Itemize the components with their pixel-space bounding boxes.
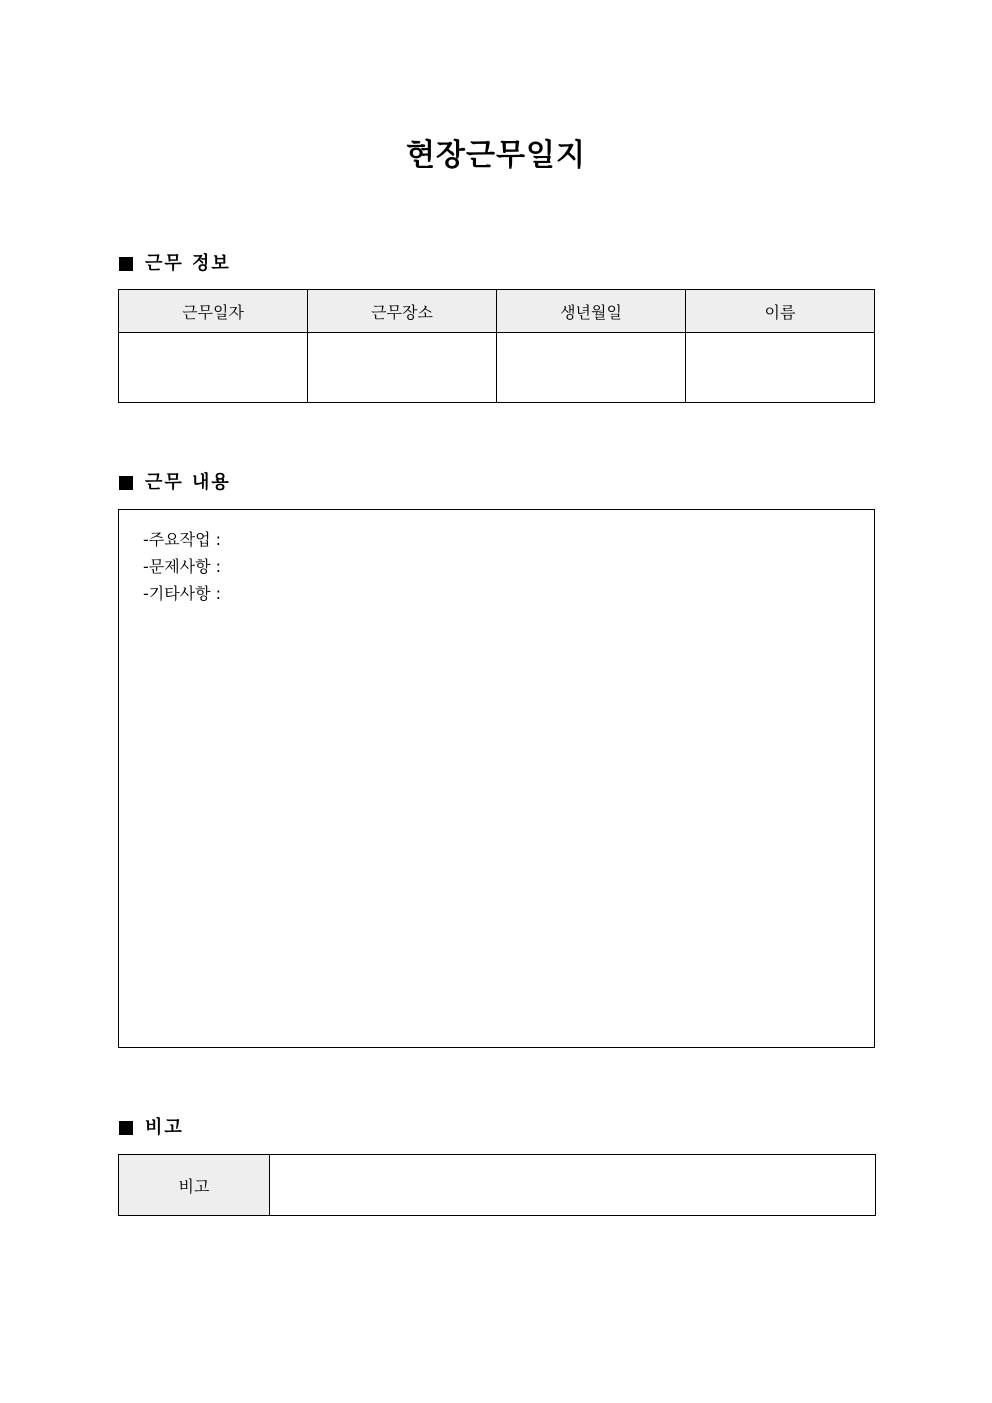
- work-info-table: [118, 289, 875, 403]
- notes-field[interactable]: [270, 1155, 876, 1216]
- work-content-lines: [143, 526, 221, 607]
- birth-date-field[interactable]: [497, 333, 686, 403]
- notes-label-cell: 비고: [119, 1155, 270, 1216]
- document-title: 현장근무일지: [406, 138, 586, 173]
- section-heading-work-content: [119, 470, 231, 496]
- column-header-work-place: 근무장소: [308, 290, 497, 333]
- column-header-name: 이름: [686, 290, 875, 333]
- black-square-icon: [119, 1121, 133, 1135]
- name-field[interactable]: [686, 333, 875, 403]
- section-heading-label: 비고: [145, 1117, 184, 1138]
- column-header-work-date: 근무일자: [119, 290, 308, 333]
- notes-table: [118, 1154, 876, 1216]
- table-header-row: [119, 290, 875, 333]
- column-header-birth-date: 생년월일: [497, 290, 686, 333]
- work-place-field[interactable]: [308, 333, 497, 403]
- other-matters-line: -기타사항 :: [143, 584, 222, 603]
- work-content-box[interactable]: [118, 509, 875, 1048]
- issues-line: -문제사항 :: [143, 557, 222, 576]
- section-heading-work-info: [119, 251, 231, 277]
- black-square-icon: [119, 476, 133, 490]
- main-work-line: -주요작업 :: [143, 530, 222, 549]
- table-row: [119, 1155, 876, 1216]
- black-square-icon: [119, 257, 133, 271]
- section-heading-label: 근무 내용: [145, 472, 231, 493]
- section-heading-notes: [119, 1115, 184, 1141]
- work-date-field[interactable]: [119, 333, 308, 403]
- section-heading-label: 근무 정보: [145, 253, 231, 274]
- table-row: [119, 333, 875, 403]
